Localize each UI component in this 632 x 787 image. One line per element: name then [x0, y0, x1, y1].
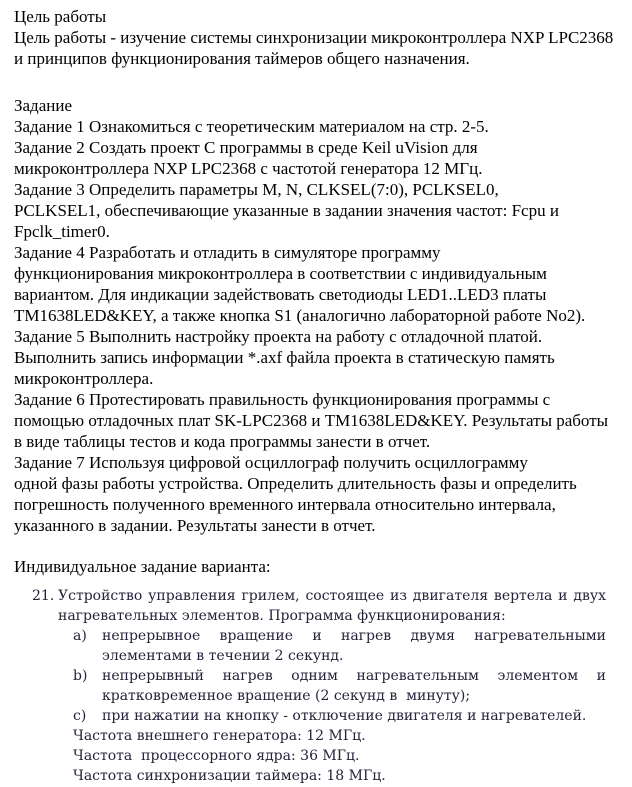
text-line: Частота процессорного ядра: 36 МГц. — [73, 748, 360, 764]
text-line: непрерывный нагрев одним нагревательным элементом и — [102, 668, 606, 684]
sub-item-b — [73, 666, 606, 706]
text-line: Устройство управления грилем, состоящее из двигателя вертела и двух — [58, 588, 606, 604]
text-line: нагревательных элементов. Программа функционирования: — [58, 608, 506, 624]
goal-paragraph — [14, 27, 614, 69]
variant-item-21 — [32, 586, 606, 786]
sub-item-a — [73, 626, 606, 666]
text-line: функционирования микроконтроллера в соответствии с индивидуальным — [14, 264, 547, 283]
sub-item-c — [73, 706, 606, 726]
item-number: 21. — [32, 588, 55, 604]
text-line: Частота внешнего генератора: 12 МГц. — [73, 728, 366, 744]
goal-section — [14, 6, 614, 69]
text-line: Задание 1 Ознакомиться с теоретическим материалом на стр. 2-5. — [14, 117, 489, 136]
text-line: Задание 5 Выполнить настройку проекта на работу с отладочной платой. — [14, 327, 543, 346]
text-line: одной фазы работы устройства. Определить длительность фазы и определить — [14, 474, 577, 493]
text-line: непрерывное вращение и нагрев двумя нагревательными — [102, 628, 606, 644]
text-line: TM1638LED&KEY, а также кнопка S1 (аналогично лабораторной работе No2). — [14, 306, 586, 325]
text-line: Цель работы - изучение системы синхронизации микроконтроллера NXP LPC2368 — [14, 28, 614, 47]
text-line: Задание 2 Создать проект C программы в среде Keil uVision для — [14, 138, 478, 157]
text-line: Fpclk_timer0. — [14, 222, 110, 241]
frequency-lines — [73, 726, 606, 786]
goal-heading: Цель работы — [14, 7, 107, 26]
text-line: Выполнить запись информации *.axf файла проекта в статическую память — [14, 348, 555, 367]
text-line: Задание 4 Разработать и отладить в симуляторе программу — [14, 243, 441, 262]
tasks-section — [14, 95, 609, 536]
sub-item-text — [102, 626, 606, 666]
item-paragraph — [58, 586, 606, 626]
sub-item-text — [102, 706, 606, 726]
text-line: помощью отладочных плат SK-LPC2368 и TM1638LED&KEY. Результаты работы — [14, 411, 609, 430]
text-line: погрешность полученного временного интервала относительно интервала, — [14, 495, 556, 514]
text-line: элементами в течении 2 секунд. — [102, 648, 344, 664]
text-line: и принципов функционирования таймеров общего назначения. — [14, 49, 470, 68]
text-line: Задание 3 Определить параметры M, N, CLKSEL(7:0), PCLKSEL0, — [14, 180, 499, 199]
sub-item-marker: c) — [73, 708, 87, 724]
text-line: при нажатии на кнопку - отключение двигателя и нагревателей. — [102, 708, 587, 724]
text-line: микроконтроллера. — [14, 369, 154, 388]
tasks-paragraph — [14, 116, 609, 536]
text-line: Задание 6 Протестировать правильность функционирования программы с — [14, 390, 551, 409]
text-line: Частота синхронизации таймера: 18 МГц. — [73, 768, 386, 784]
sub-item-marker: b) — [73, 668, 88, 684]
sub-item-marker: a) — [73, 628, 87, 644]
variant-heading: Индивидуальное задание варианта: — [14, 557, 271, 576]
variant-section — [14, 556, 606, 786]
text-line: в виде таблицы тестов и кода программы занести в отчет. — [14, 432, 431, 451]
text-line: Задание 7 Используя цифровой осциллограф получить осциллограмму — [14, 453, 528, 472]
text-line: вариантом. Для индикации задействовать светодиоды LED1..LED3 платы — [14, 285, 547, 304]
text-line: кратковременное вращение (2 секунд в минуту); — [102, 688, 471, 704]
sub-item-text — [102, 666, 606, 706]
text-line: микроконтроллера NXP LPC2368 с частотой генератора 12 МГц. — [14, 159, 483, 178]
item-body — [58, 586, 606, 786]
text-line: указанного в задании. Результаты занести в отчет. — [14, 516, 376, 535]
tasks-heading: Задание — [14, 96, 72, 115]
text-line: PCLKSEL1, обеспечивающие указанные в задании значения частот: Fcpu и — [14, 201, 559, 220]
